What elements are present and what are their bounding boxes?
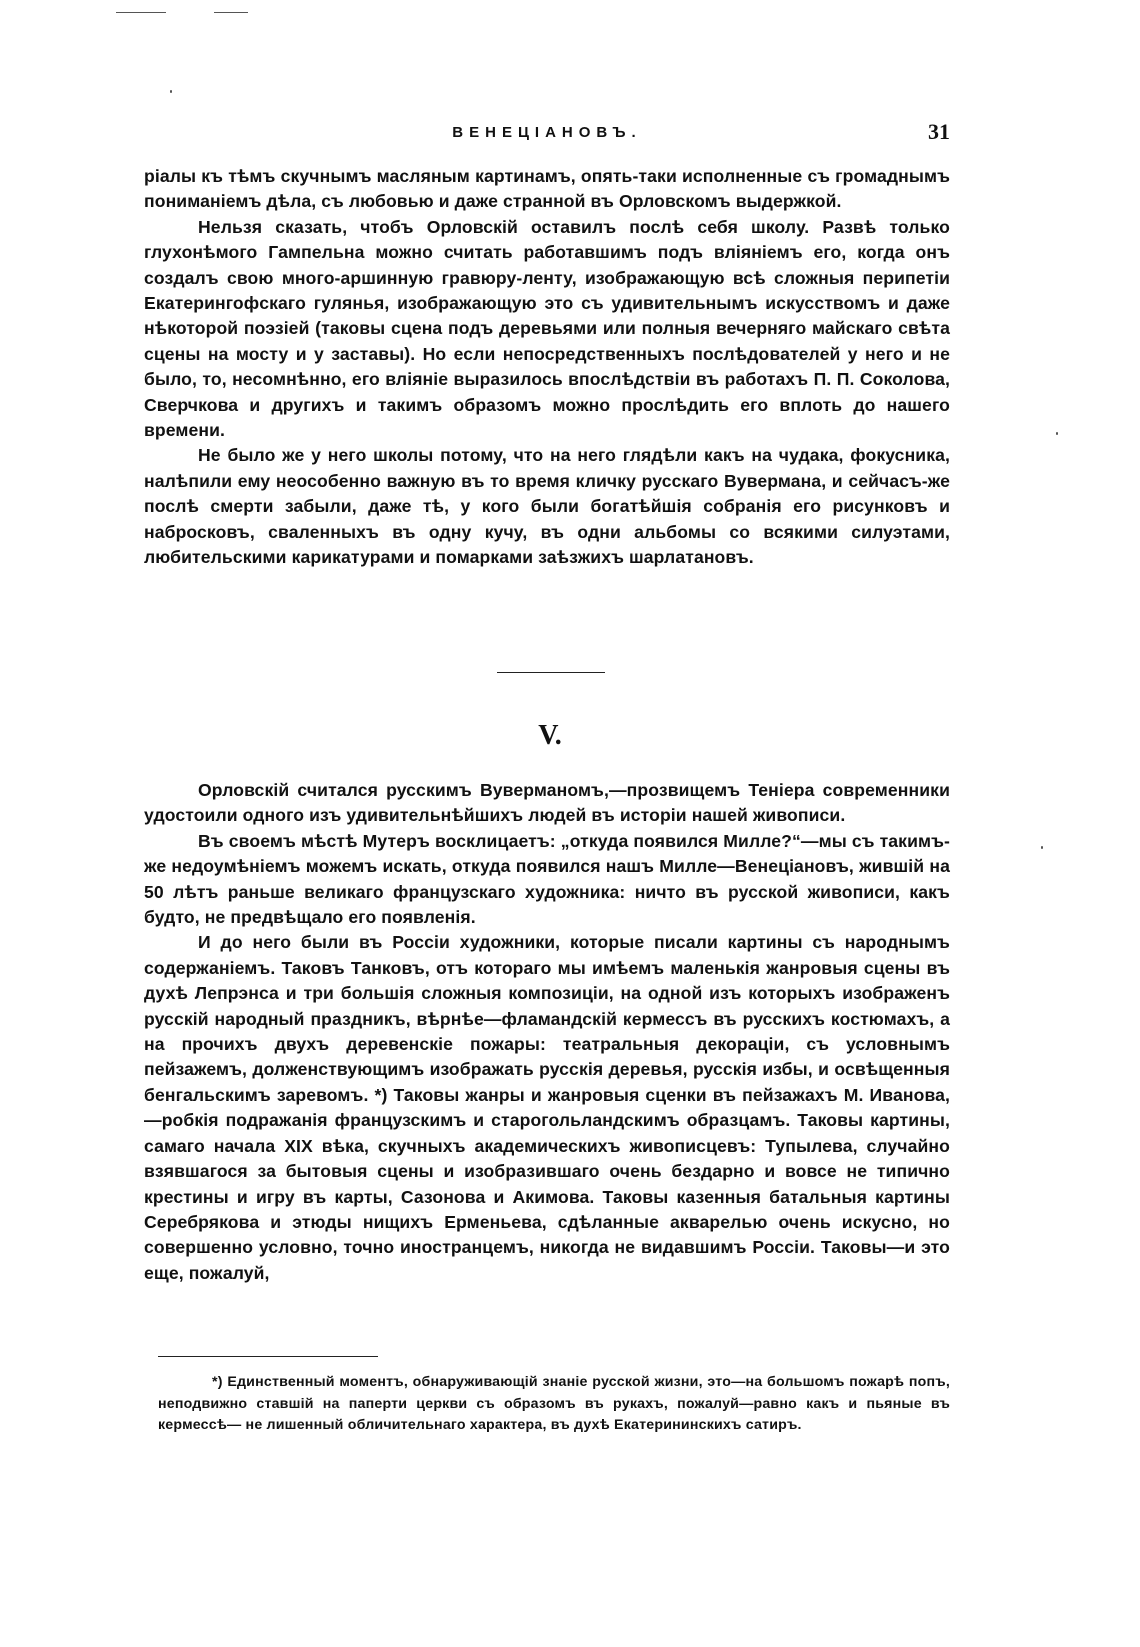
scan-mark-right (214, 12, 248, 13)
scan-mark-left (116, 12, 166, 13)
scan-speck (1041, 846, 1043, 849)
footnote (158, 1372, 950, 1437)
section-heading: V. (538, 720, 562, 751)
lower-text-block (144, 778, 950, 1286)
paragraph: Не было же у него школы потому, что на него глядѣли какъ на чудака, фокусника, налѣпили ему неособенно важную въ то время кличку русскаго Вувермана, и сейчасъ-же послѣ смерти забыли, даже тѣ, у кого были богатѣйшія собранія его рисунковъ и набросковъ, сваленныхъ въ одну кучу, въ одни альбомы со всякими силуэтами, любительскими карикатурами и помарками заѣзжихъ шарлатановъ. (144, 445, 950, 568)
footnote-divider (158, 1356, 378, 1357)
paragraph: Нельзя сказать, чтобъ Орловскій оставилъ послѣ себя школу. Развѣ только глухонѣмого Гампельна можно считать работавшимъ подъ вліяніемъ его, когда онъ создалъ свою много-аршинную гравюру-ленту, изображающую всѣ сложныя перипетіи Екатерингофскаго гулянья, изображающую это съ удивительнымъ искусствомъ и даже нѣкоторой поэзіей (таковы сцена подъ деревьями или полныя вечерняго майскаго свѣта сцены на мосту и у заставы). Но если непосредственныхъ послѣдователей у него и не было, то, несомнѣнно, его вліяніе выразилось впослѣдствіи въ работахъ П. П. Соколова, Сверчкова и другихъ и такимъ образомъ можно прослѣдить его вплоть до нашего времени. (144, 216, 950, 441)
section-divider (497, 672, 605, 673)
paragraph: ріалы къ тѣмъ скучнымъ масляным картинамъ, опять-таки исполненные съ громаднымъ пониманіемъ дѣла, съ любовью и даже странной въ Орловскомъ выдержкой. (144, 166, 950, 212)
paragraph: Орловскій считался русскимъ Вуверманомъ,—прозвищемъ Теніера современники удостоили одного изъ удивительнѣйшихъ людей въ исторіи нашей живописи. (144, 780, 950, 826)
paragraph: Въ своемъ мѣстѣ Мутеръ восклицаетъ: „откуда появился Милле?“—мы съ такимъ-же недоумѣніемъ можемъ искать, откуда появился нашъ Милле—Венеціановъ, жившій на 50 лѣтъ раньше великаго французскаго художника: ничто въ русской живописи, какъ будто, не предвѣщало его появленія. (144, 830, 950, 928)
upper-text-block (144, 164, 950, 571)
footnote-text: *) Единственный моментъ, обнаруживающій знаніе русской жизни, это—на большомъ пожарѣ попъ, неподвижно ставшій на паперти церкви съ образомъ въ рукахъ, пожалуй—равно какъ и пьяные въ кермессѣ— не лишенный обличительнаго характера, въ духѣ Екатерининскихъ сатиръ. (158, 1374, 950, 1434)
scan-speck (170, 90, 172, 93)
scan-speck (1056, 432, 1058, 435)
page-number: 31 (928, 119, 950, 144)
running-title: ВЕНЕЦІАНОВЪ. (452, 124, 642, 141)
page-header (144, 119, 950, 147)
paragraph: И до него были въ Россіи художники, которые писали картины съ народнымъ содержаніемъ. Таковъ Танковъ, отъ котораго мы имѣемъ маленькія жанровыя сцены въ духѣ Лепрэнса и три большія сложныя композиціи, на одной изъ которыхъ изображенъ русскій народный праздникъ, вѣрнѣе—фламандскій кермессъ въ русскихъ костюмахъ, а на прочихъ двухъ деревенскіе пожары: театральныя декораціи, съ условнымъ пейзажемъ, долженствующимъ изображать русскія деревья, русскія избы, и освѣщенныя бенгальскимъ заревомъ. *) Таковы жанры и жанровыя сценки въ пейзажахъ М. Иванова,—робкія подражанія французскимъ и старогольландскимъ образцамъ. Таковы картины, самаго начала XIX вѣка, скучныхъ академическихъ живописцевъ: Тупылева, случайно взявшагося за бытовыя сцены и изобразившаго очень бездарно и вовсе не типично крестины и игру въ карты, Сазонова и Акимова. Таковы казенныя батальныя картины Серебрякова и этюды нищихъ Ерменьева, сдѣланные акварелью очень искусно, но совершенно условно, точно иностранцемъ, никогда не видавшимъ Россіи. Таковы—и это еще, пожалуй, (144, 932, 950, 1283)
